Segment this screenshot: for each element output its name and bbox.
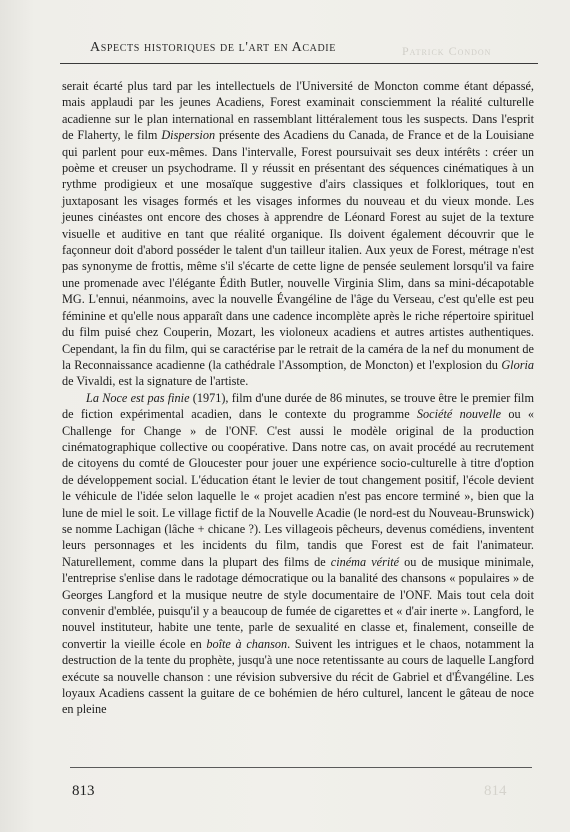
header-rule bbox=[60, 63, 538, 64]
paragraph-1: serait écarté plus tard par les intellectuels de l'Université de Moncton comme étant dépassé, mais applaudi par les jeunes Acadiens, Forest examinait consciemment la réalité culturelle acadienne sur le plan international en rassemblant littéralement tous les suspects. Dans l'esprit de Flaherty, le film Dispersion présente des Acadiens du Canada, de France et de la Louisiane qui parlent pour eux-mêmes. Dans l'intervalle, Forest poursuivait ses deux intérêts : créer un poème et creuser un psychodrame. Il y réussit en présentant des séquences cinématiques à un rythme prodigieux et une mosaïque suggestive d'airs classiques et folkloriques, tout en juxtaposant les visages formés et les visages informes du nouveau et du vieux monde. Les jeunes cinéastes ont encore des choses à apprendre de Léonard Forest au sujet de la texture visuelle et auditive en tant que réalité organique. Ils doivent également découvrir que le façonneur doit d'abord posséder le talent d'un tailleur italien. Aux yeux de Forest, métrage n'est pas synonyme de frottis, même s'il s'écarte de cette ligne de pensée seulement lorsqu'il va faire une promenade avec l'élégante Édith Butler, nouvelle Virginia Slim, dans sa mini-décapotable MG. L'ennui, néanmoins, avec la nouvelle Évangéline de l'âge du Verseau, c'est qu'elle est peu féminine et qu'elle nous apparaît dans une cadence incomplète après le riche répertoire spirituel du film puisé chez Couperin, Mozart, les violoneux acadiens et autres artistes authentiques. Cependant, la fin du film, qui se caractérise par le retrait de la caméra de la nef du monument de la Reconnaissance acadienne (la cathédrale l'Assomption, de Moncton) et l'explosion du Gloria de Vivaldi, est la signature de l'artiste. bbox=[62, 79, 534, 389]
bleed-through-running-head: Patrick Condon bbox=[402, 44, 492, 58]
program-title-societe-nouvelle: Société nouvelle bbox=[416, 407, 502, 422]
bleed-through-page-number: 814 bbox=[484, 783, 507, 799]
term-boite-a-chanson: boîte à chanson bbox=[206, 636, 288, 651]
work-title-gloria: Gloria bbox=[501, 357, 534, 372]
paragraph-2: La Noce est pas finie (1971), film d'une durée de 86 minutes, se trouve être le premier film de fiction expérimental acadien, dans le contexte du programme Société nouvelle ou « Challenge for Change » de l'ONF. C'est aussi le modèle original de la production cinématographique collective ou coopérative. Dans notre cas, on avait procédé au recrutement de citoyens du comté de Gloucester pour jouer une expérience socio-culturelle à titre d'option de développement social. L'éducation étant le levier de tout changement positif, l'école devient le véhicule de l'idée selon laquelle le « projet acadien n'est pas encore terminé », bien que la lune de miel le soit. Le village fictif de la Nouvelle Acadie (le nord-est du Nouveau-Brunswick) se nomme Lachigan (lâche + chicane ?). Les villageois pêcheurs, devenus comédiens, inventent leurs personnages et les incidents du film, tandis que Forest est de fait l'animateur. Naturellement, comme dans la plupart des films de cinéma vérité ou de musique minimale, l'entreprise s'enlise dans le radotage démocratique ou la banalité des chansons « populaires » de Georges Langford et la musique neutre de style documentaire de l'ONF. Mais tout cela doit convenir d'emblée, puisqu'il y a beaucoup de fumée de cigarettes et « d'air inerte ». Langford, le nouvel instituteur, habite une tente, parle de sexualité en classe et, finalement, conseille de convertir la vieille école en boîte à chanson. Suivent les intrigues et le chaos, notamment la destruction de la tente du prophète, jusqu'à une noce retentissante au cours de laquelle Langford exécute sa nouvelle chanson : une révision subversive du récit de Gabriel et d'Évangéline. Les loyaux Acadiens cassent la guitare de ce bohémien de héro culturel, lancent le gâteau de noce en pleine bbox=[62, 390, 534, 717]
running-head: Aspects historiques de l'art en Acadie bbox=[90, 40, 336, 55]
page-number: 813 bbox=[72, 783, 95, 799]
term-cinema-verite: cinéma vérité bbox=[330, 554, 400, 569]
footer-rule bbox=[70, 767, 532, 768]
body-text bbox=[62, 78, 534, 718]
film-title-dispersion: Dispersion bbox=[161, 128, 216, 143]
film-title-la-noce: La Noce est pas finie bbox=[86, 390, 190, 405]
